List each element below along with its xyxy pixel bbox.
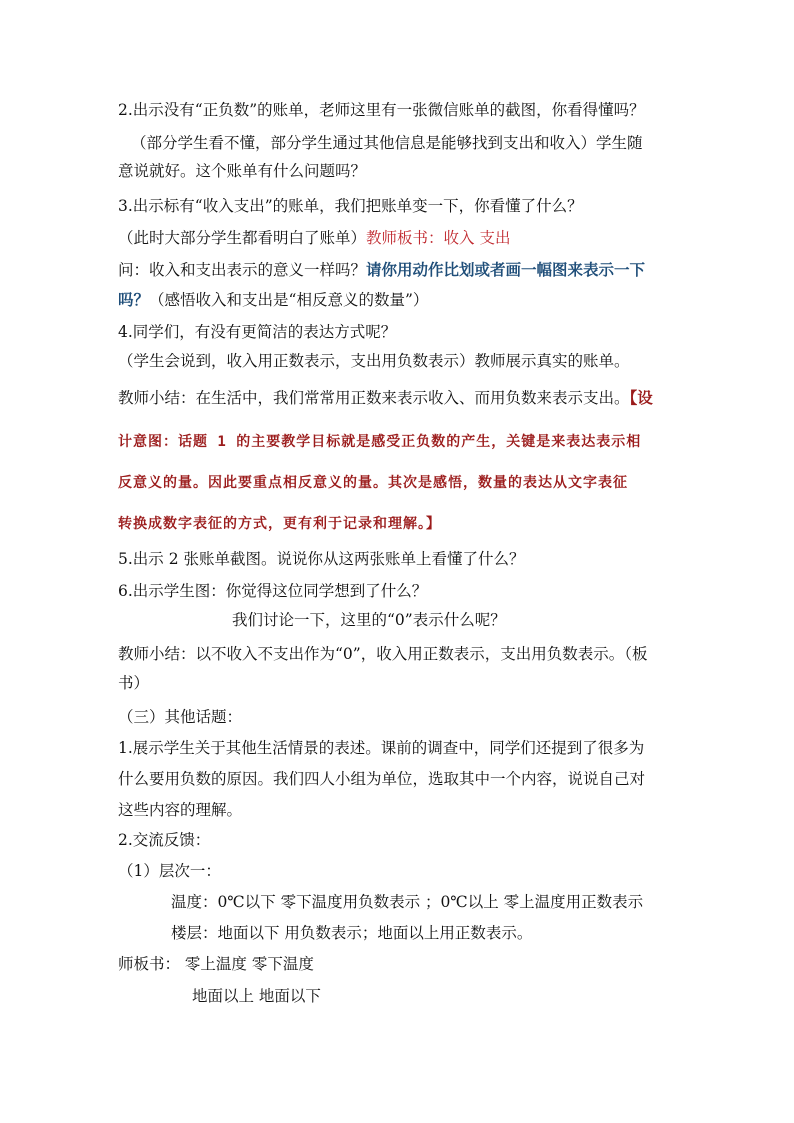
- emphasis-text: 请你用动作比划或者画一幅图来表示一下: [366, 260, 646, 279]
- paragraph-line: 我们讨论一下，这里的“0”表示什么呢？: [232, 611, 506, 629]
- paragraph-line: 书）: [118, 674, 150, 692]
- paragraph-line: 5.出示 2 张账单截图。说说你从这两张账单上看懂了什么？: [118, 550, 525, 568]
- paragraph-line: [118, 227, 510, 249]
- paragraph-line: 意说就好。这个账单有什么问题吗？: [118, 162, 367, 180]
- section-heading: （三）其他话题：: [118, 708, 243, 726]
- design-note-line: 反意义的量。因此要重点相反意义的量。其次是感悟，数量的表达从文字表征: [118, 475, 628, 491]
- text-run: 问：收入和支出表示的意义一样吗？: [118, 261, 367, 279]
- paragraph-line: （学生会说到，收入用正数表示，支出用负数表示）教师展示真实的账单。: [118, 352, 630, 370]
- board-note: 教师板书：收入 支出: [366, 229, 511, 247]
- text-run: 教师小结：在生活中，我们常常用正数来表示收入、而用负数来表示支出。: [118, 389, 630, 407]
- paragraph-line: 什么要用负数的原因。我们四人小组为单位，选取其中一个内容，说说自己对: [118, 770, 646, 788]
- paragraph-line: 楼层：地面以下 用负数表示；地面以上用正数表示。: [171, 924, 533, 942]
- design-note: 【设: [629, 388, 653, 407]
- paragraph-line: （部分学生看不懂，部分学生通过其他信息是能够找到支出和收入）学生随: [131, 134, 643, 152]
- text-run: （感悟收入和支出是“相反意义的数量”）: [149, 291, 429, 309]
- text-run: （此时大部分学生都看明白了账单）: [118, 229, 367, 247]
- paragraph-line: 2.出示没有“正负数”的账单，老师这里有一张微信账单的截图，你看得懂吗？: [118, 101, 645, 119]
- paragraph-line: 3.出示标有“收入支出”的账单，我们把账单变一下，你看懂了什么？: [118, 197, 583, 215]
- paragraph-line: [118, 289, 428, 311]
- paragraph-line: [118, 259, 645, 281]
- paragraph-line: [118, 387, 653, 409]
- paragraph-line: 4.同学们，有没有更简洁的表达方式呢？: [118, 323, 397, 341]
- paragraph-line: 地面以上 地面以下: [192, 987, 321, 1005]
- emphasis-text: 吗？: [118, 290, 150, 309]
- paragraph-line: （1）层次一：: [118, 862, 221, 880]
- paragraph-line: 1.展示学生关于其他生活情景的表述。课前的调查中，同学们还提到了很多为: [118, 739, 645, 757]
- paragraph-line: 6.出示学生图：你觉得这位同学想到了什么？: [118, 582, 428, 600]
- paragraph-line: 教师小结：以不收入不支出作为“0”，收入用正数表示，支出用负数表示。（板: [118, 645, 648, 663]
- design-note-line: 转换成数字表征的方式，更有利于记录和理解。】: [118, 516, 441, 532]
- paragraph-line: 这些内容的理解。: [118, 801, 243, 819]
- design-note-line: 计意图：话题 1 的主要教学目标就是感受正负数的产生，关键是来表达表示相: [118, 434, 642, 450]
- paragraph-line: 2.交流反馈：: [118, 831, 211, 849]
- paragraph-line: 温度：0℃以下 零下温度用负数表示 ；0℃以上 零上温度用正数表示: [171, 893, 644, 911]
- paragraph-line: 师板书： 零上温度 零下温度: [118, 955, 314, 973]
